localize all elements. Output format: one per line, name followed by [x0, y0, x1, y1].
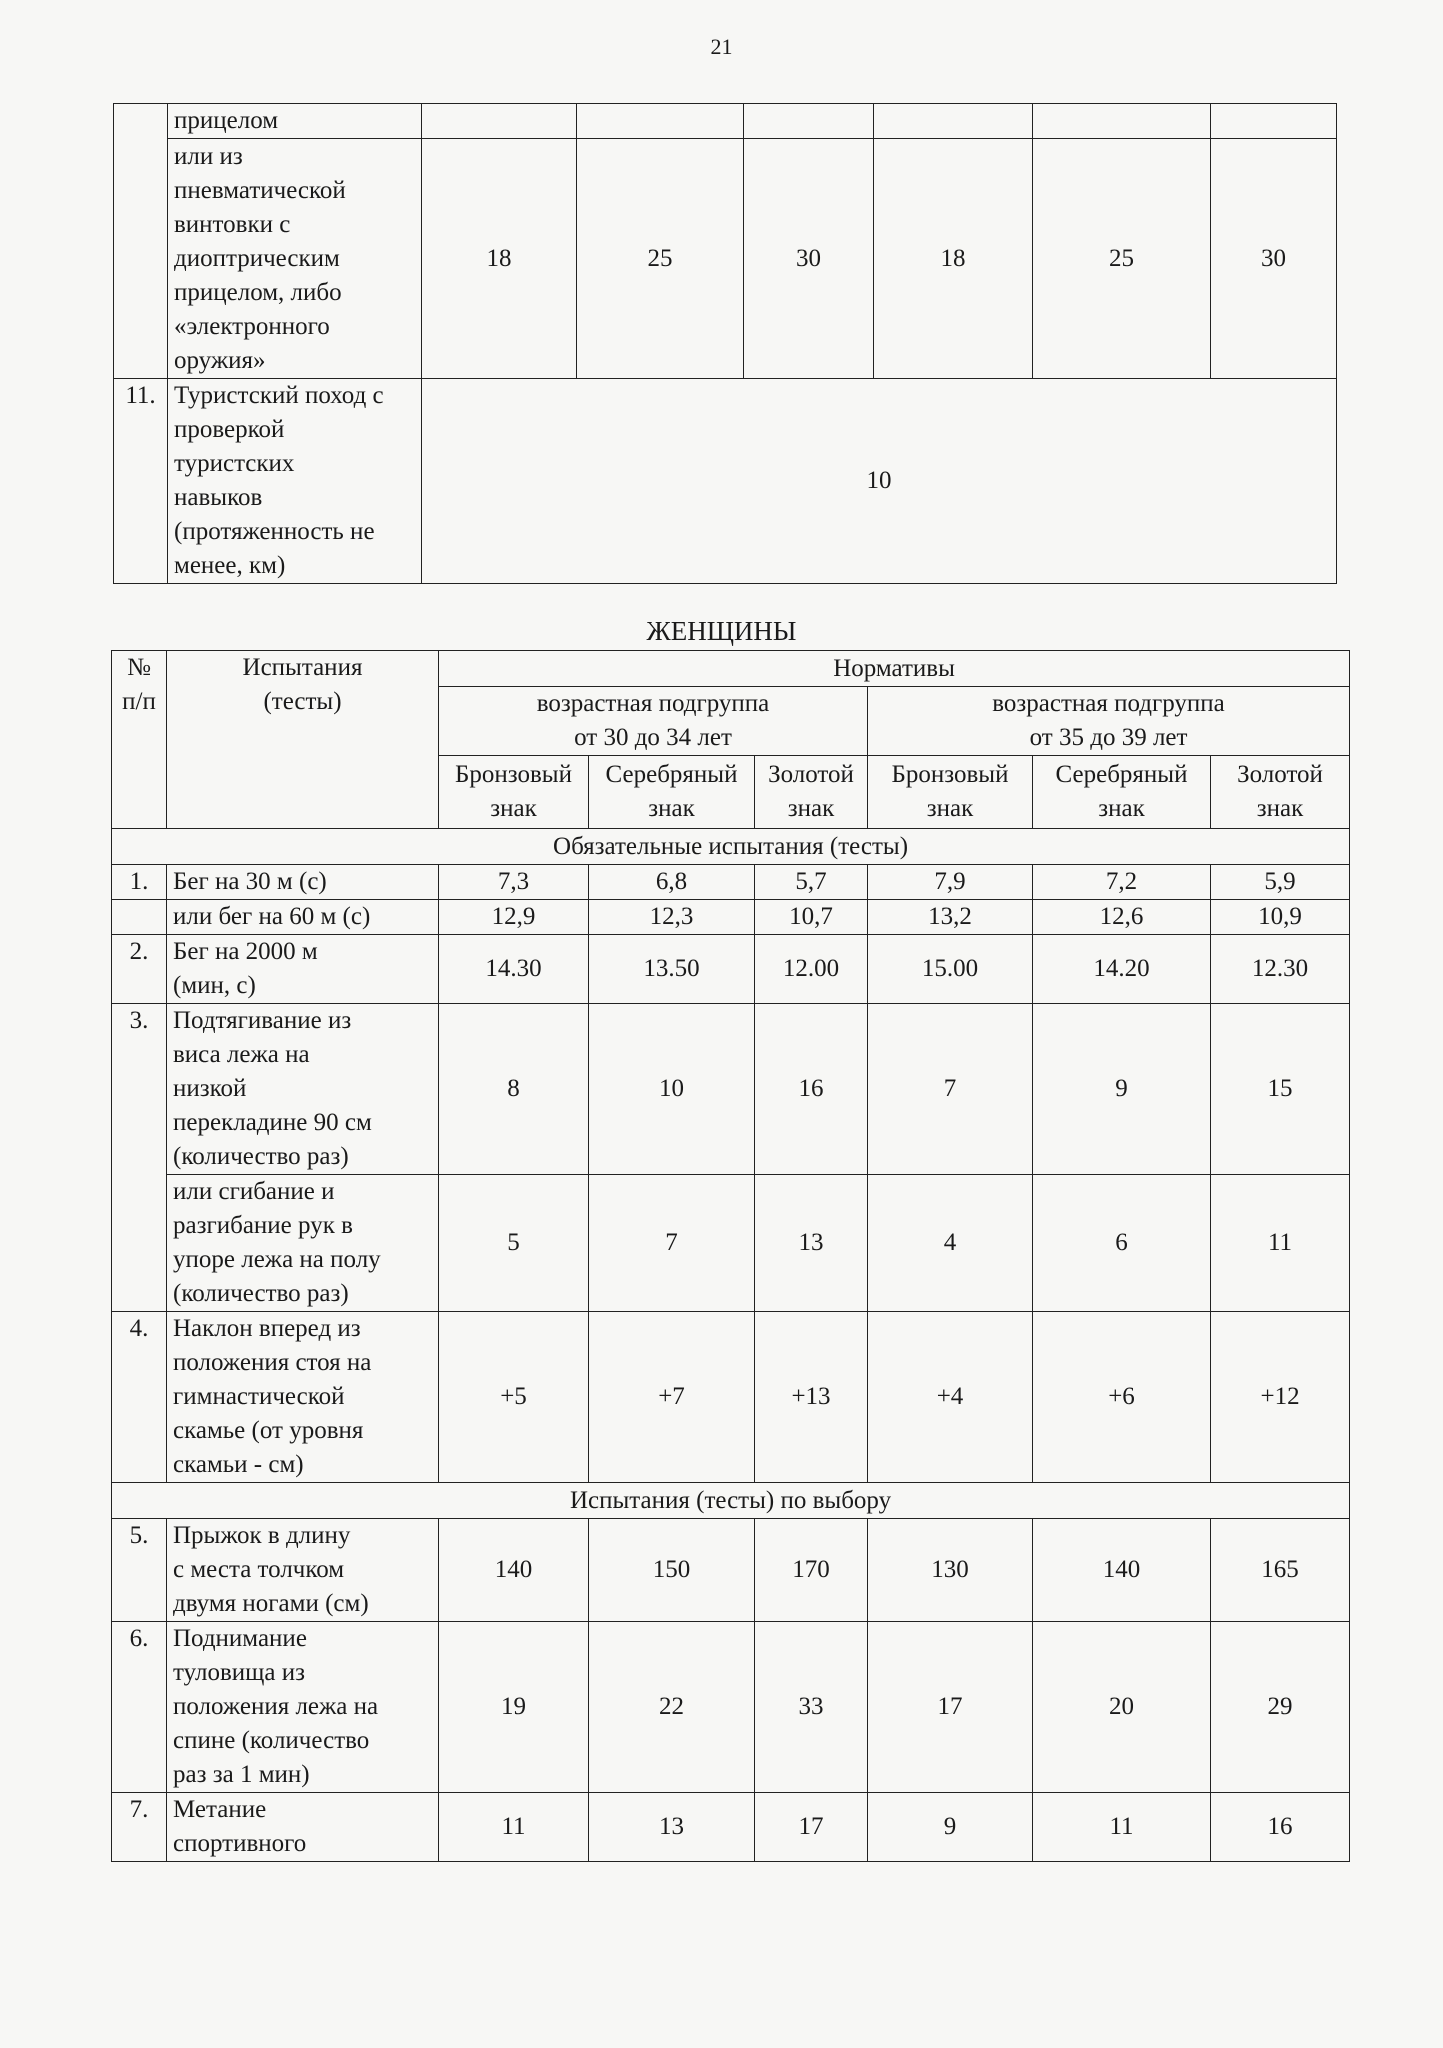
- value-cell: 7,2: [1033, 865, 1211, 900]
- value-cell: [1211, 104, 1337, 139]
- value-cell: [1033, 104, 1211, 139]
- value-cell: 9: [868, 1793, 1033, 1862]
- value-cell: 5: [439, 1175, 589, 1312]
- value-cell: [744, 104, 874, 139]
- header-gold: Золотой знак: [755, 756, 868, 829]
- value-cell: 30: [1211, 139, 1337, 379]
- row-number-cell: [112, 900, 167, 935]
- test-name-cell: или бег на 60 м (с): [167, 900, 439, 935]
- row-number-cell: 5.: [112, 1519, 167, 1622]
- value-cell: 6,8: [589, 865, 755, 900]
- header-number: № п/п: [112, 651, 167, 829]
- value-cell: 15.00: [868, 935, 1033, 1004]
- value-cell: 150: [589, 1519, 755, 1622]
- value-cell: 10,9: [1211, 900, 1350, 935]
- row-number-cell: 3.: [112, 1004, 167, 1312]
- row-number-cell: 6.: [112, 1622, 167, 1793]
- value-cell: 29: [1211, 1622, 1350, 1793]
- row-number-cell: [114, 104, 168, 379]
- value-cell: 14.20: [1033, 935, 1211, 1004]
- women-section-title: ЖЕНЩИНЫ: [646, 616, 797, 646]
- test-name-cell: Метание спортивного: [167, 1793, 439, 1862]
- value-cell: 5,7: [755, 865, 868, 900]
- test-name-cell: Поднимание туловища из положения лежа на спине (количество раз за 1 мин): [167, 1622, 439, 1793]
- value-cell: 33: [755, 1622, 868, 1793]
- header-age-group-1: возрастная подгруппа от 30 до 34 лет: [439, 687, 868, 756]
- value-cell: 130: [868, 1519, 1033, 1622]
- header-silver: Серебряный знак: [1033, 756, 1211, 829]
- value-cell: 7: [589, 1175, 755, 1312]
- test-name-cell: Бег на 2000 м (мин, с): [167, 935, 439, 1004]
- value-cell: 5,9: [1211, 865, 1350, 900]
- value-cell: 16: [1211, 1793, 1350, 1862]
- row-number-cell: 4.: [112, 1312, 167, 1483]
- header-gold: Золотой знак: [1211, 756, 1350, 829]
- value-cell: +7: [589, 1312, 755, 1483]
- value-cell: 11: [1033, 1793, 1211, 1862]
- value-cell: 10: [589, 1004, 755, 1175]
- value-cell: 8: [439, 1004, 589, 1175]
- row-number-cell: 2.: [112, 935, 167, 1004]
- test-name-cell: или из пневматической винтовки с диоптрическим прицелом, либо «электронного оружия»: [168, 139, 422, 379]
- value-cell: 13: [755, 1175, 868, 1312]
- value-cell: [577, 104, 744, 139]
- value-cell: 19: [439, 1622, 589, 1793]
- test-name-cell: прицелом: [168, 104, 422, 139]
- value-cell: 12.30: [1211, 935, 1350, 1004]
- header-norms: Нормативы: [439, 651, 1350, 687]
- test-name-cell: Подтягивание из виса лежа на низкой перекладине 90 см (количество раз): [167, 1004, 439, 1175]
- value-cell: 4: [868, 1175, 1033, 1312]
- value-cell: 17: [868, 1622, 1033, 1793]
- value-cell: 6: [1033, 1175, 1211, 1312]
- value-cell: 10: [422, 379, 1337, 584]
- value-cell: [422, 104, 577, 139]
- value-cell: 7: [868, 1004, 1033, 1175]
- page-number: 21: [710, 34, 733, 59]
- test-name-cell: Бег на 30 м (с): [167, 865, 439, 900]
- row-number-cell: 7.: [112, 1793, 167, 1862]
- value-cell: 140: [1033, 1519, 1211, 1622]
- header-silver: Серебряный знак: [589, 756, 755, 829]
- section-optional: Испытания (тесты) по выбору: [112, 1483, 1350, 1519]
- value-cell: 30: [744, 139, 874, 379]
- value-cell: 11: [439, 1793, 589, 1862]
- value-cell: 12,6: [1033, 900, 1211, 935]
- value-cell: 17: [755, 1793, 868, 1862]
- section-mandatory: Обязательные испытания (тесты): [112, 829, 1350, 865]
- value-cell: +12: [1211, 1312, 1350, 1483]
- header-bronze: Бронзовый знак: [439, 756, 589, 829]
- value-cell: 170: [755, 1519, 868, 1622]
- header-bronze: Бронзовый знак: [868, 756, 1033, 829]
- test-name-cell: или сгибание и разгибание рук в упоре лежа на полу (количество раз): [167, 1175, 439, 1312]
- value-cell: 18: [874, 139, 1033, 379]
- value-cell: 10,7: [755, 900, 868, 935]
- value-cell: 11: [1211, 1175, 1350, 1312]
- header-tests: Испытания (тесты): [167, 651, 439, 829]
- value-cell: +13: [755, 1312, 868, 1483]
- value-cell: 14.30: [439, 935, 589, 1004]
- row-number-cell: 11.: [114, 379, 168, 584]
- value-cell: 20: [1033, 1622, 1211, 1793]
- value-cell: 13.50: [589, 935, 755, 1004]
- value-cell: +4: [868, 1312, 1033, 1483]
- value-cell: 12.00: [755, 935, 868, 1004]
- value-cell: 22: [589, 1622, 755, 1793]
- value-cell: 25: [1033, 139, 1211, 379]
- value-cell: 12,3: [589, 900, 755, 935]
- value-cell: [874, 104, 1033, 139]
- value-cell: 7,3: [439, 865, 589, 900]
- header-age-group-2: возрастная подгруппа от 35 до 39 лет: [868, 687, 1350, 756]
- women-norms-table: [111, 650, 1350, 1862]
- value-cell: 13,2: [868, 900, 1033, 935]
- value-cell: 140: [439, 1519, 589, 1622]
- value-cell: 7,9: [868, 865, 1033, 900]
- value-cell: 18: [422, 139, 577, 379]
- value-cell: 25: [577, 139, 744, 379]
- test-name-cell: Прыжок в длину с места толчком двумя ногами (см): [167, 1519, 439, 1622]
- value-cell: 16: [755, 1004, 868, 1175]
- top-table: [113, 103, 1337, 584]
- value-cell: 165: [1211, 1519, 1350, 1622]
- test-name-cell: Туристский поход с проверкой туристских навыков (протяженность не менее, км): [168, 379, 422, 584]
- value-cell: +5: [439, 1312, 589, 1483]
- value-cell: 15: [1211, 1004, 1350, 1175]
- row-number-cell: 1.: [112, 865, 167, 900]
- value-cell: +6: [1033, 1312, 1211, 1483]
- test-name-cell: Наклон вперед из положения стоя на гимнастической скамье (от уровня скамьи - см): [167, 1312, 439, 1483]
- value-cell: 9: [1033, 1004, 1211, 1175]
- value-cell: 13: [589, 1793, 755, 1862]
- value-cell: 12,9: [439, 900, 589, 935]
